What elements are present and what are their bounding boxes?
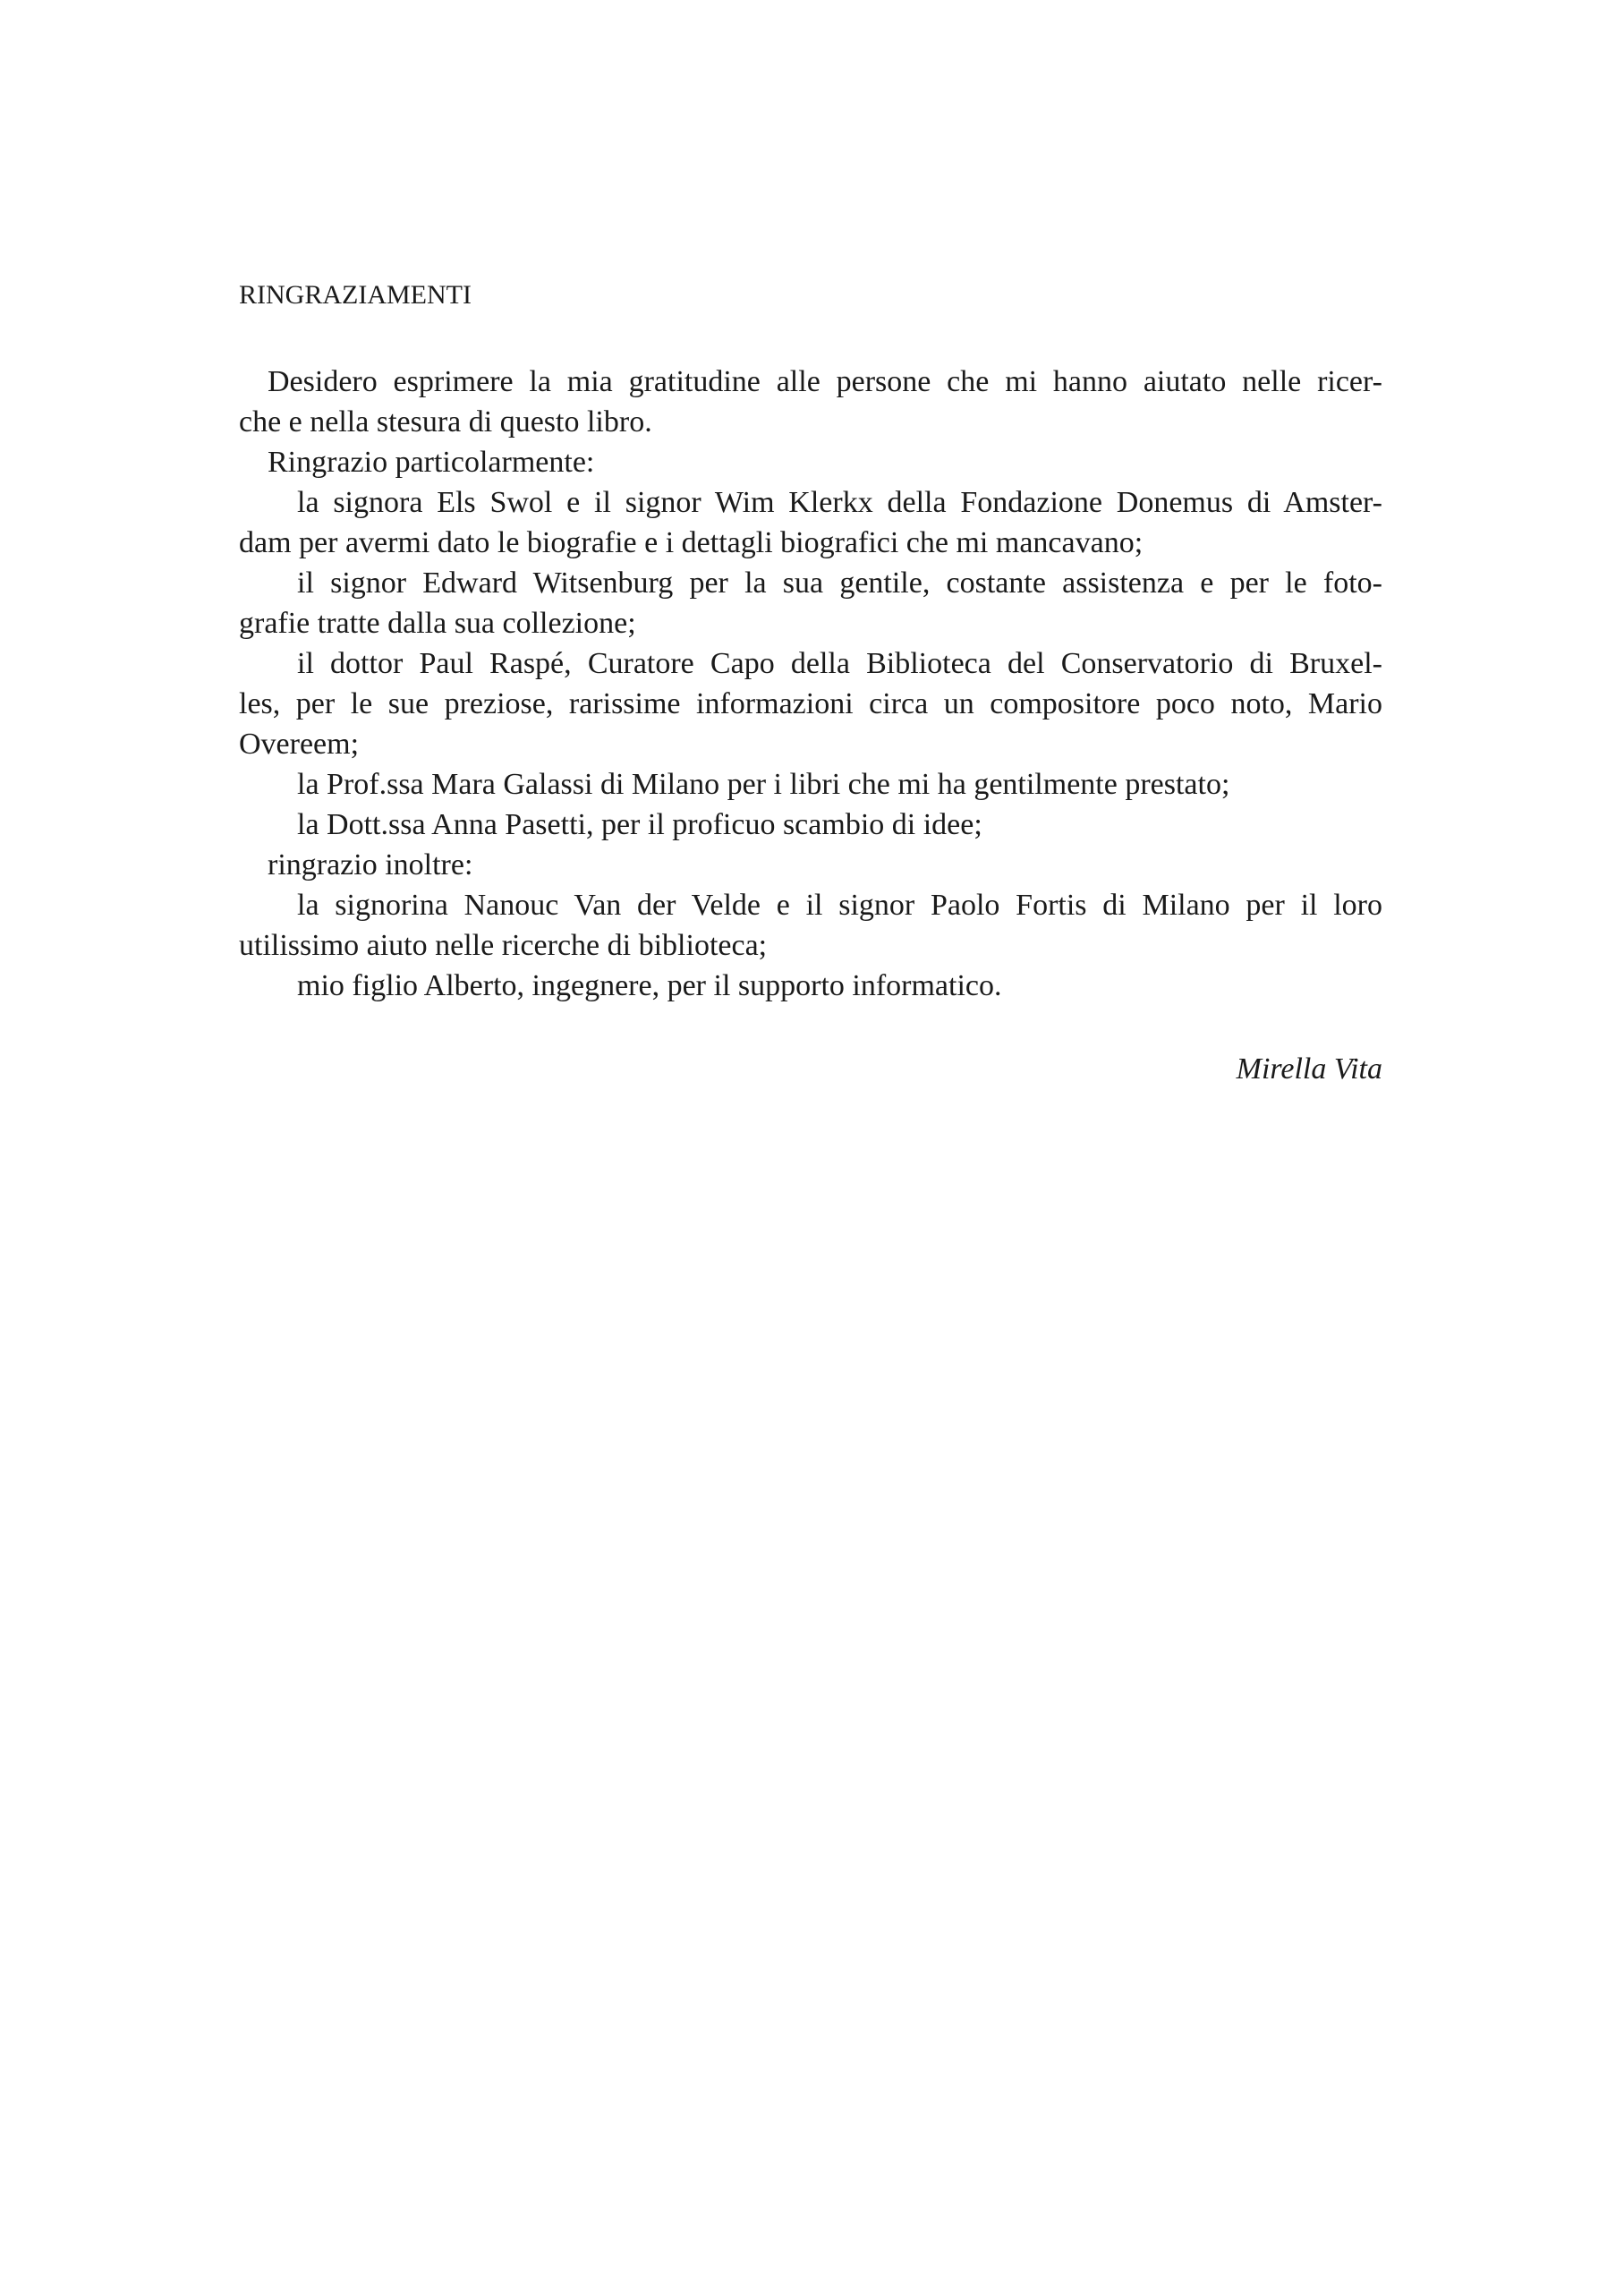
text-line: la Dott.ssa Anna Pasetti, per il proficuo scambio di idee;	[297, 808, 982, 841]
text-line: grafie tratte dalla sua collezione;	[239, 607, 636, 640]
text-line: la signora Els Swol e il signor Wim Klerkx della Fondazione Donemus di Amster-	[297, 486, 1382, 519]
text-line: dam per avermi dato le biografie e i dettagli biografici che mi mancavano;	[239, 526, 1144, 559]
text-line: la Prof.ssa Mara Galassi di Milano per i libri che mi ha gentilmente prestato;	[297, 768, 1230, 801]
acknowledgements-body	[239, 362, 1382, 1006]
text-line: Overeem;	[239, 728, 360, 761]
text-line: il signor Edward Witsenburg per la sua gentile, costante assistenza e per le foto-	[297, 566, 1382, 600]
text-line: utilissimo aiuto nelle ricerche di biblioteca;	[239, 929, 768, 962]
text-line: la signorina Nanouc Van der Velde e il signor Paolo Fortis di Milano per il loro	[297, 889, 1382, 922]
text-line: mio figlio Alberto, ingegnere, per il supporto informatico.	[297, 969, 1002, 1002]
text-line: Desidero esprimere la mia gratitudine alle persone che mi hanno aiutato nelle ricer-	[268, 365, 1382, 398]
text-line: Ringrazio particolarmente:	[268, 446, 595, 479]
text-line: les, per le sue preziose, rarissime informazioni circa un compositore poco noto, Mario	[239, 687, 1382, 720]
text-line: il dottor Paul Raspé, Curatore Capo della Biblioteca del Conservatorio di Bruxel-	[297, 647, 1382, 680]
text-line: che e nella stesura di questo libro.	[239, 405, 652, 439]
page-heading: RINGRAZIAMENTI	[239, 280, 472, 310]
author-signature: Mirella Vita	[1236, 1052, 1382, 1086]
text-line: ringrazio inoltre:	[268, 848, 473, 881]
